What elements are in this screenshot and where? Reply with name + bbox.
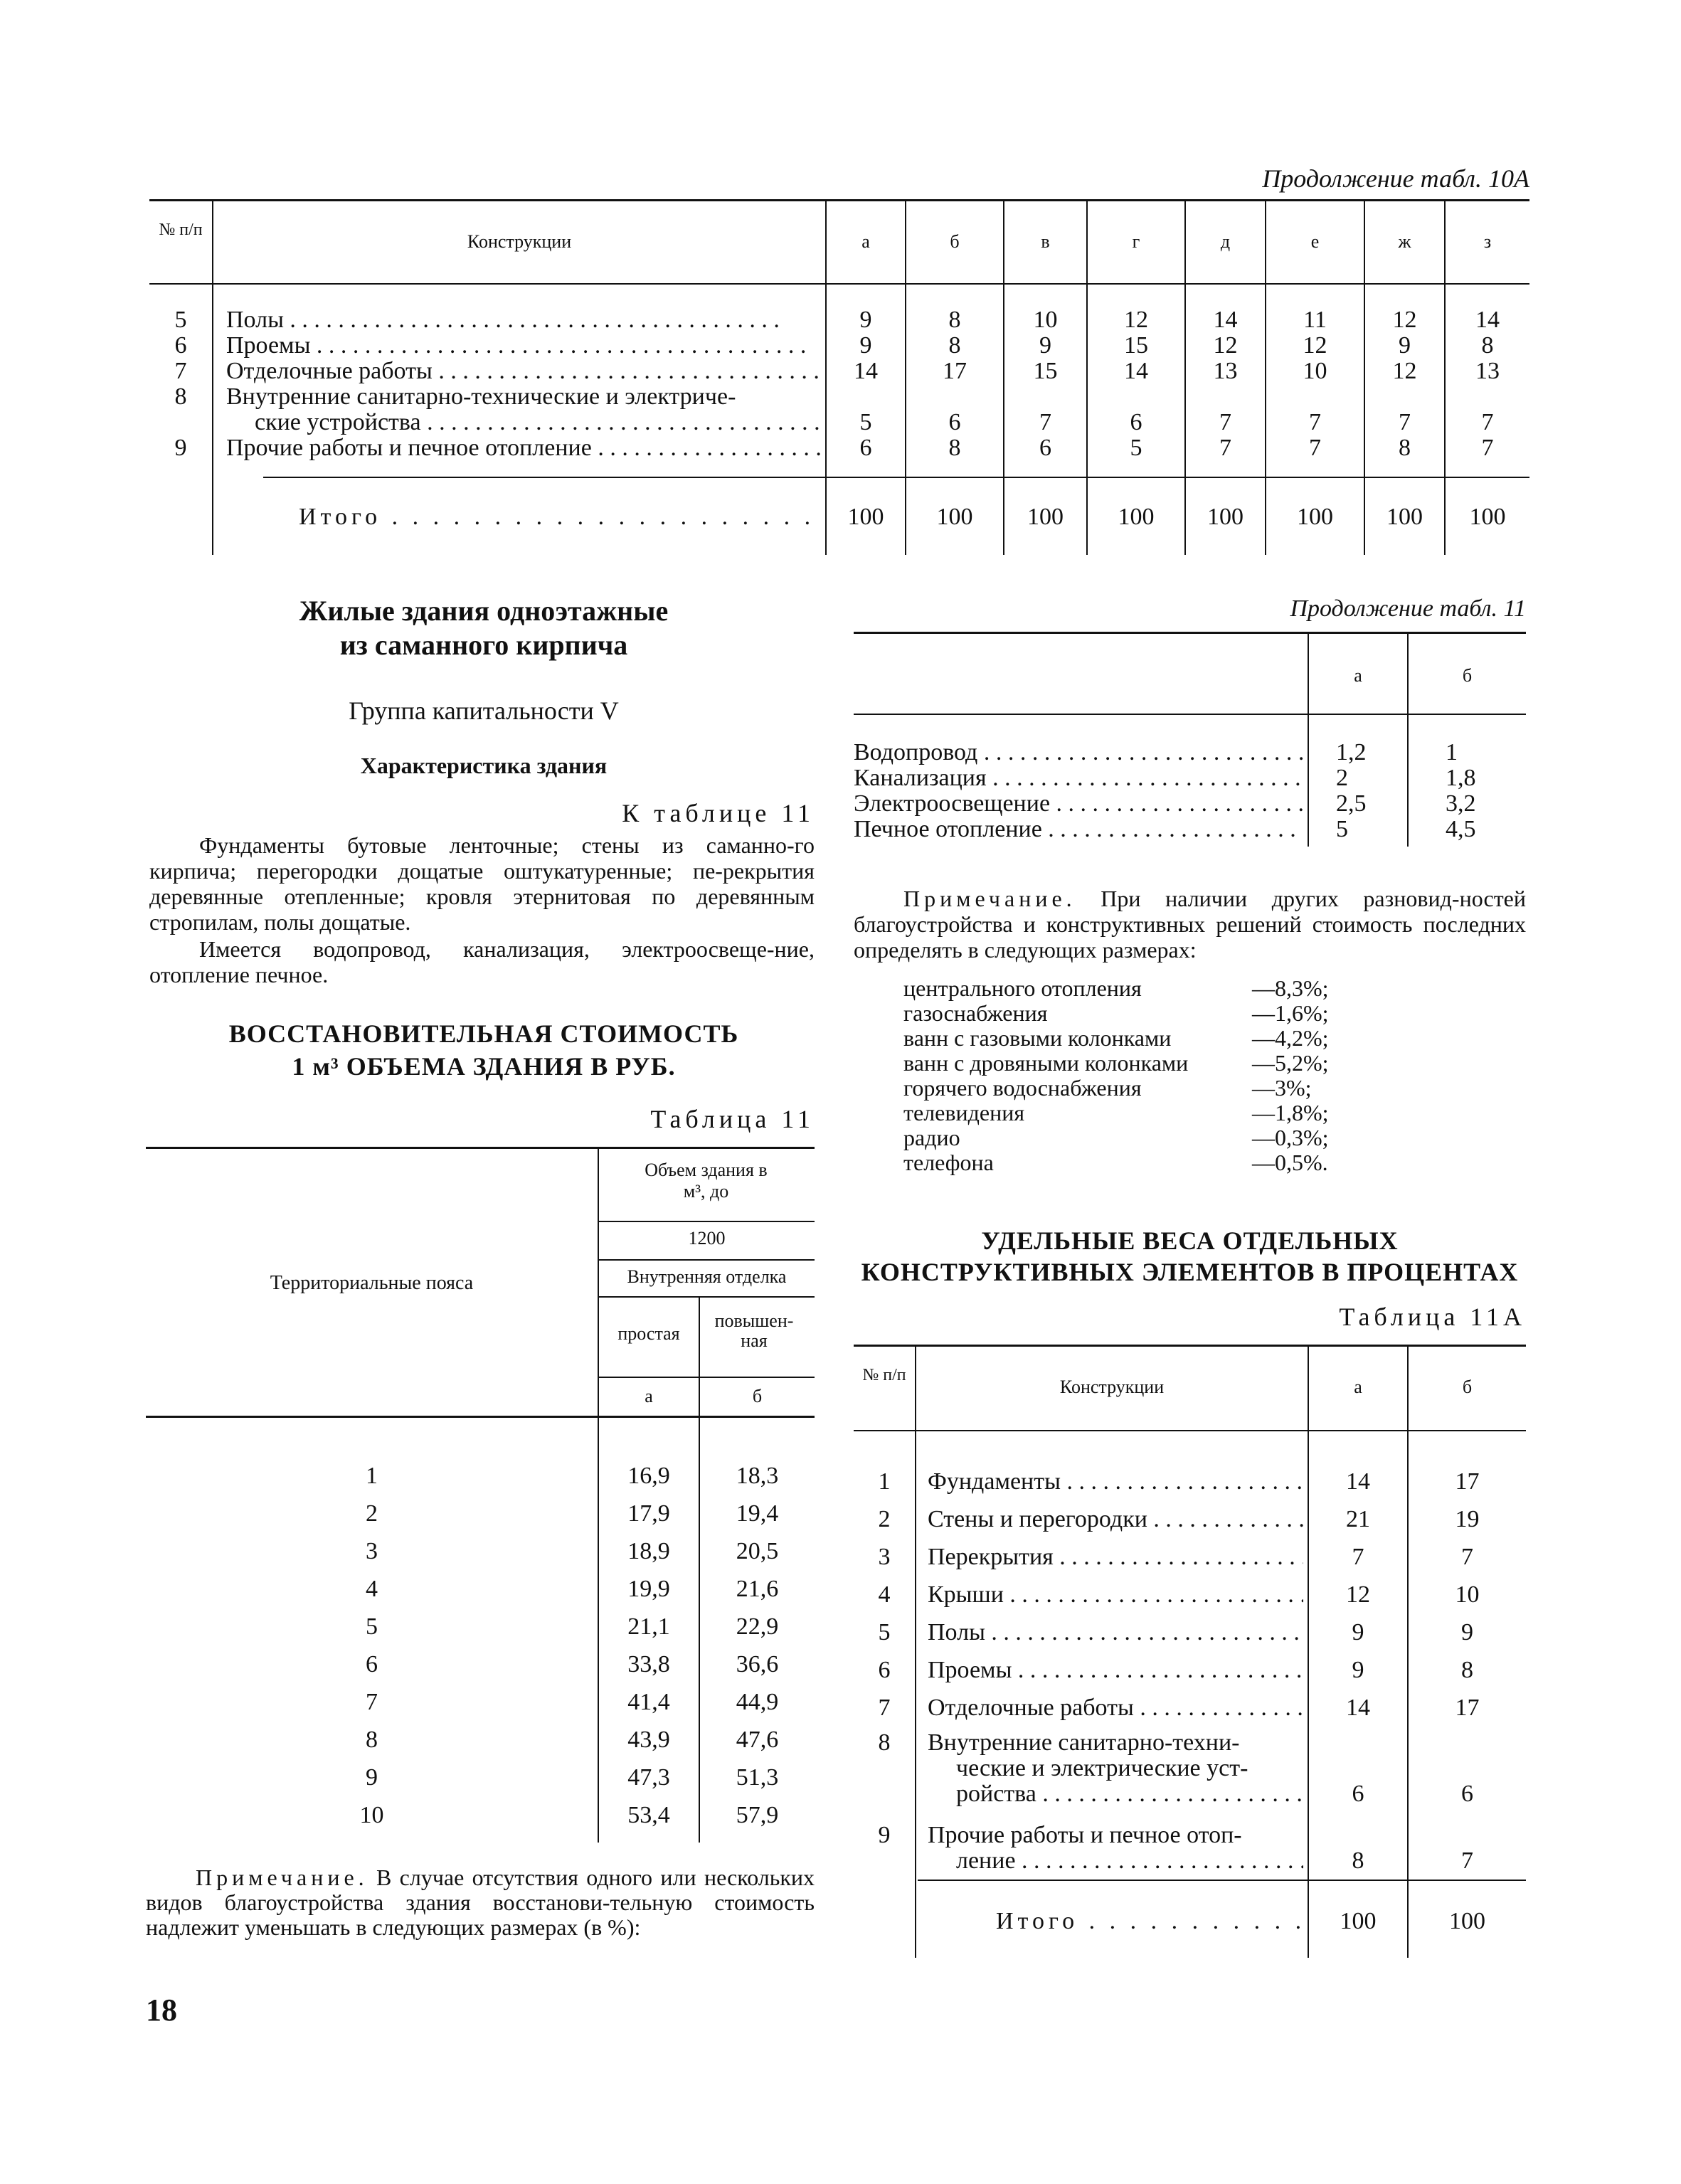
list-item: Водопровод . . .: [854, 740, 1303, 765]
table-row: Проемы . . .: [928, 1651, 1303, 1689]
list-item: Печное отопление . . .: [854, 817, 1303, 842]
table-row: Прочие работы и печное отопление . . .: [226, 435, 820, 461]
table-row: Полы . . .: [928, 1613, 1303, 1651]
table-11a-row9-name: Прочие работы и печное отоп- ление . . .: [928, 1823, 1303, 1874]
list-item: Электроосвещение . . .: [854, 791, 1303, 817]
to-table-label: К таблице 11: [622, 799, 815, 827]
table-10a-total-label: Итого . . .: [299, 504, 822, 531]
table-10a-values-a: 9 9 14 5 6: [854, 307, 878, 461]
table-11a-label: Таблица 11А: [1339, 1303, 1526, 1331]
table-11a-total-label: Итого . . .: [996, 1908, 1303, 1935]
table-10a-total-zh: 100: [1386, 504, 1423, 530]
table-10a-caption: Продолжение табл. 10А: [1262, 164, 1529, 193]
table-11-cont-values-b: 1 1,8 3,2 4,5: [1446, 739, 1476, 842]
table-11a-row9-num: 9: [878, 1822, 891, 1848]
table-10a-values-g: 12 15 14 6 5: [1124, 307, 1148, 461]
table-10a-num-header: № п/п: [159, 221, 203, 239]
table-11-improved-header: повышен-ная: [714, 1310, 794, 1351]
table-10a-total-a: 100: [847, 504, 884, 530]
table-11-finish-header: Внутренняя отделка: [627, 1266, 787, 1287]
table-10a-total-z: 100: [1469, 504, 1506, 530]
table-11a-row9-a: 8: [1352, 1848, 1364, 1874]
table-11a-values-a: 14 21 7 12 9 9 14: [1346, 1468, 1370, 1721]
table-row: Внутренние санитарно-технические и электриче-: [226, 383, 736, 410]
table-10a-construct-header: Конструкции: [467, 231, 572, 252]
table-10a-values-d: 14 12 13 7 7: [1213, 307, 1238, 461]
table-11a-row8-b: 6: [1461, 1781, 1473, 1807]
table-10a-total-g: 100: [1118, 504, 1155, 530]
table-11a-row8-a: 6: [1352, 1781, 1364, 1807]
table-11-top-rule: [146, 1147, 815, 1149]
table-10a-col-e: е: [1310, 231, 1320, 252]
table-11a-construct-header: Конструкции: [1059, 1377, 1165, 1397]
table-11-zones-column: 1 2 3 4 5 6 7 8 9 10: [359, 1463, 384, 1828]
table-11a-row9-b: 7: [1461, 1848, 1473, 1874]
table-11a-row8-name: Внутренние санитарно-техни- ческие и электрические уст- ройства . . .: [928, 1730, 1303, 1807]
table-11a-row8-num: 8: [878, 1729, 891, 1756]
table-11a-num-header: № п/п: [862, 1366, 906, 1384]
table-row: Проемы . . .: [226, 333, 820, 359]
table-11-values-a: 16,9 17,9 18,9 19,9 21,1 33,8 41,4 43,9 47,3 53,4: [627, 1463, 670, 1828]
table-11-cont-col-a: а: [1354, 665, 1362, 686]
table-10a-col-g: г: [1132, 231, 1140, 252]
table-10a-col-b: б: [950, 231, 960, 252]
cost-title: ВОССТАНОВИТЕЛЬНАЯ СТОИМОСТЬ 1 м³ ОБЪЕМА ЗДАНИЯ В РУБ.: [228, 1019, 739, 1081]
table-10a-values-z: 14 8 13 7 7: [1475, 307, 1500, 461]
table-10a-total-b: 100: [936, 504, 973, 530]
table-11-volume-value: 1200: [688, 1228, 726, 1249]
table-row: Фундаменты . . .: [928, 1463, 1303, 1500]
table-11a-head-rule: [854, 1430, 1526, 1431]
table-row: Полы . . .: [226, 307, 820, 333]
table-10a-head-rule: [149, 283, 1529, 285]
table-11-cont-values-a: 1,2 2 2,5 5: [1336, 739, 1367, 842]
table-row: Перекрытия . . .: [928, 1538, 1303, 1576]
table-10a-name-column: [226, 307, 820, 461]
capital-group: Группа капитальности V: [349, 696, 619, 725]
table-row: ские устройства . . .: [226, 410, 820, 435]
table-11-cont-top-rule: [854, 632, 1526, 634]
table-10a-total-d: 100: [1207, 504, 1243, 530]
table-11a-vline: [915, 1346, 916, 1958]
characteristic-heading: Характеристика здания: [360, 753, 608, 778]
table-11-cont-col-b: б: [1462, 665, 1473, 686]
table-11a-top-rule: [854, 1345, 1526, 1347]
table-10a-total-e: 100: [1297, 504, 1333, 530]
table-11a-col-b: б: [1462, 1377, 1473, 1397]
table-11a-values-b: 17 19 7 10 9 8 17: [1455, 1468, 1480, 1721]
table-11a-total-a: 100: [1340, 1908, 1377, 1934]
table-11-rule: [599, 1221, 815, 1222]
table-10a-num-column: 5 6 7 8 9: [174, 307, 187, 461]
table-11-zones-header: Территориальные пояса: [270, 1272, 474, 1294]
table-10a-col-z: з: [1483, 231, 1492, 252]
table-11-cont-names: [854, 740, 1303, 842]
table-11-values-b: 18,3 19,4 20,5 21,6 22,9 36,6 44,9 47,6 51,3 57,9: [736, 1463, 779, 1828]
table-row: Крыши . . .: [928, 1576, 1303, 1613]
table-11-rule: [599, 1377, 815, 1378]
table-10a-col-v: в: [1041, 231, 1050, 252]
table-row: Отделочные работы . . .: [226, 359, 820, 384]
table-10a-values-b: 8 8 17 6 8: [943, 307, 967, 461]
table-11-col-b: б: [752, 1386, 763, 1406]
table-10a-values-e: 11 12 10 7 7: [1303, 307, 1327, 461]
note-lead: Примечание.: [196, 1865, 368, 1890]
table-row: Стены и перегородки . . .: [928, 1500, 1303, 1538]
table-11-simple-header: простая: [617, 1323, 680, 1344]
table-11a-name-column: [928, 1463, 1303, 1727]
table-10a-total-rule: [263, 477, 1529, 478]
section-title: Жилые здания одноэтажные из саманного кирпича: [299, 595, 669, 661]
table-10a-col-a: а: [861, 231, 870, 252]
table-11-label: Таблица 11: [650, 1105, 815, 1133]
table-11-cont-caption: Продолжение табл. 11: [1290, 595, 1526, 622]
left-note: Примечание. В случае отсутствия одного или нескольких видов благоустройства здания восстанови-тельную стоимость надлежит уменьшать в следующих размерах (в %):: [146, 1865, 815, 1940]
table-10a-col-d: д: [1220, 231, 1231, 252]
table-10a-top-rule: [149, 199, 1529, 201]
table-11-col-a: а: [645, 1386, 653, 1406]
table-11-rule: [599, 1259, 815, 1261]
extra-amenities-list: центрального отопления —8,3%; газоснабжения —1,6%; ванн с газовыми колонками —4,2%; ванн с дровяными колонками —5,2%; горячего водоснабжения —3%; телевидения —1,8%; радио —0,3%; телефона —0,5%.: [903, 975, 1329, 1175]
characteristic-paragraph: Фундаменты бутовые ленточные; стены из саманно-го кирпича; перегородки дощатые оштукатуренные; пе-рекрытия деревянные отепленные; кровля этернитовая по деревянным стропилам, полы дощатые.: [149, 832, 815, 935]
table-11a-total-b: 100: [1449, 1908, 1485, 1934]
table-11-rule: [599, 1296, 815, 1298]
table-11-volume-header: Объем здания в м³, до: [645, 1160, 768, 1202]
table-10a-vline: [212, 201, 213, 555]
table-11-cont-head-rule: [854, 714, 1526, 715]
table-10a-col-zh: ж: [1398, 231, 1411, 252]
amenities-paragraph: Имеется водопровод, канализация, электроосвеще-ние, отопление печное.: [149, 936, 815, 987]
table-10a-total-v: 100: [1027, 504, 1064, 530]
right-note: Примечание. При наличии других разновид-ностей благоустройства и конструктивных решений стоимость последних определять в следующих размерах:: [854, 886, 1527, 963]
table-11-head-rule: [146, 1416, 815, 1418]
table-row: Отделочные работы . . .: [928, 1689, 1303, 1727]
weights-title: УДЕЛЬНЫЕ ВЕСА ОТДЕЛЬНЫХ КОНСТРУКТИВНЫХ ЭЛЕМЕНТОВ В ПРОЦЕНТАХ: [861, 1226, 1519, 1286]
page-number: 18: [146, 1993, 177, 2027]
table-10a-values-v: 10 9 15 7 6: [1033, 307, 1058, 461]
table-10a-values-zh: 12 9 12 7 8: [1392, 307, 1417, 461]
list-item: Канализация . . .: [854, 765, 1303, 791]
table-11a-total-rule: [918, 1880, 1526, 1881]
table-11a-col-a: а: [1354, 1377, 1362, 1397]
table-11a-num-column: 1 2 3 4 5 6 7: [878, 1468, 891, 1721]
